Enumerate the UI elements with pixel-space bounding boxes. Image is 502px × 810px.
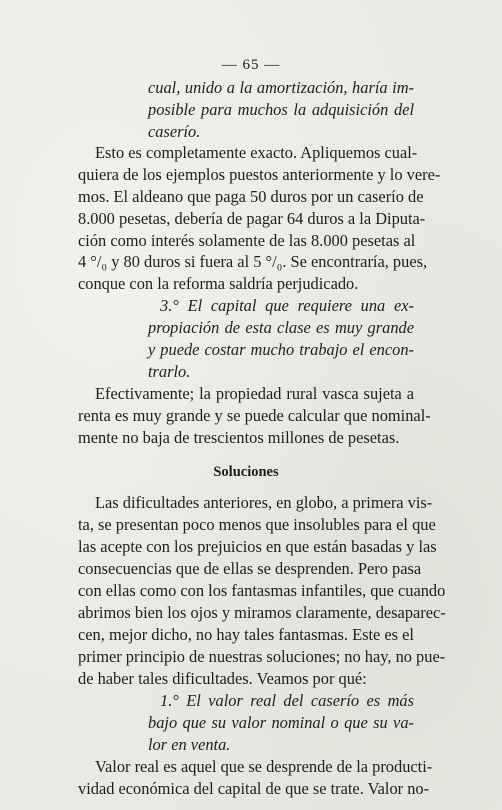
paragraph-line: cen, mejor dicho, no hay tales fantasmas. Este es el [78, 625, 414, 644]
paragraph-line: con ellas como con los fantasmas infantiles, que cuando [78, 581, 446, 600]
paragraph-line: abrimos bien los ojos y miramos claramente, desaparec- [78, 603, 446, 622]
paragraph-line: 4 °/₀ y 80 duros si fuera al 5 °/₀. Se encontraría, pues, [78, 252, 428, 271]
paragraph-line: quiera de los ejemplos puestos anteriormente y lo vere- [78, 165, 441, 184]
point-1-line: 1.° El valor real del caserío es más [160, 691, 414, 710]
quote-intro-line: caserío. [148, 122, 201, 141]
point-1-line: bajo que su valor nominal o que su va- [148, 713, 414, 732]
paragraph-line: conque con la reforma saldría perjudicado. [78, 274, 359, 293]
quote-intro-line: cual, unido a la amortización, haría im- [148, 78, 414, 97]
paragraph-line: mente no baja de trescientos millones de pesetas. [78, 428, 400, 447]
paragraph-line: renta es muy grande y se puede calcular que nominal- [78, 406, 431, 425]
point-1-line: lor en venta. [148, 735, 231, 754]
paragraph-line: Las dificultades anteriores, en globo, a primera vis- [95, 493, 433, 512]
point-3-line: trarlo. [148, 362, 191, 381]
paragraph-line: primer principio de nuestras soluciones; no hay, no pue- [78, 647, 446, 666]
paragraph-line: Esto es completamente exacto. Apliquemos cual- [95, 143, 418, 162]
paragraph-line: Efectivamente; la propiedad rural vasca sujeta a [95, 384, 414, 403]
point-3-line: y puede costar mucho trabajo el encon- [148, 340, 414, 359]
paragraph-line: 8.000 pesetas, debería de pagar 64 duros a la Diputa- [78, 209, 426, 228]
quote-intro-line: posible para muchos la adquisición del [148, 100, 414, 119]
paragraph-line: ta, se presentan poco menos que insolubles para el que [78, 515, 436, 534]
paragraph-line: mos. El aldeano que paga 50 duros por un caserío de [78, 187, 424, 206]
paragraph-line: las acepte con los prejuicios en que están basadas y las [78, 537, 437, 556]
section-heading: Soluciones [213, 464, 279, 480]
point-3-line: propiación de esta clase es muy grande [148, 318, 414, 337]
paragraph-line: vidad económica del capital de que se trate. Valor no- [78, 779, 430, 798]
paragraph-line: ción como interés solamente de las 8.000 pesetas al [78, 231, 416, 250]
page-number: — 65 — [221, 57, 281, 73]
paragraph-line: consecuencias que de ellas se desprenden. Pero pasa [78, 559, 422, 578]
point-3-line: 3.° El capital que requiere una ex- [160, 296, 414, 315]
paragraph-line: Valor real es aquel que se desprende de la producti- [95, 757, 433, 776]
paragraph-line: de haber tales dificultades. Veamos por qué: [78, 669, 367, 688]
